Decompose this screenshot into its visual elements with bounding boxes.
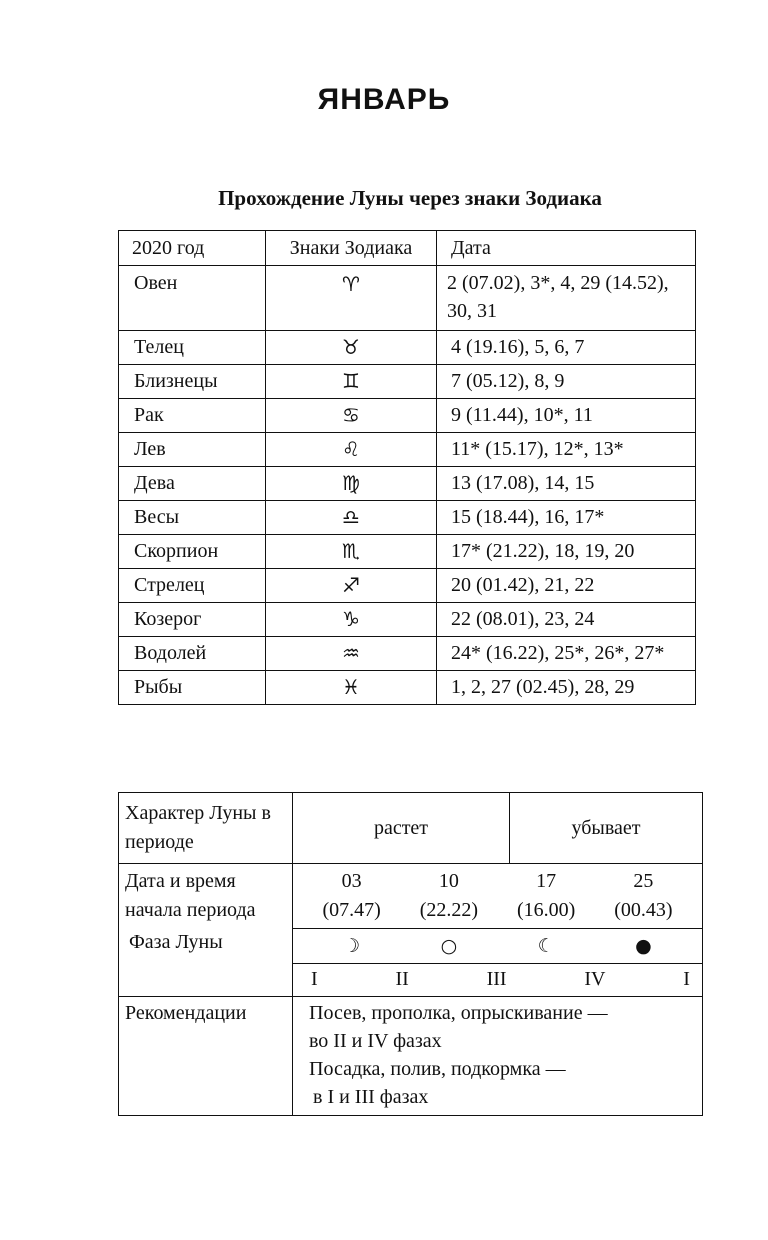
zodiac-row	[119, 535, 696, 569]
cancer-icon: ♋	[342, 403, 360, 427]
period-days	[293, 867, 702, 896]
zodiac-row	[119, 365, 696, 399]
zodiac-table-header-row	[119, 231, 696, 266]
gemini-icon: ♊	[342, 369, 360, 393]
header-date: Дата	[437, 231, 696, 266]
recommendation-line: Посадка, полив, подкормка —	[309, 1057, 566, 1080]
zodiac-table	[118, 230, 696, 705]
phase-numeral: IV	[584, 968, 606, 990]
zodiac-row	[119, 501, 696, 535]
virgo-icon: ♍	[342, 471, 360, 495]
phase-numeral: II	[395, 968, 409, 990]
zodiac-row	[119, 569, 696, 603]
sign-dates: 24* (16.22), 25*, 26*, 27*	[437, 637, 696, 671]
recommendations-row	[119, 996, 703, 1115]
sign-name: Рак	[119, 399, 266, 433]
sign-name: Лев	[119, 433, 266, 467]
scorpio-icon: ♏	[342, 539, 360, 563]
capricorn-icon: ♑	[342, 607, 360, 631]
sagittarius-icon: ♐	[342, 573, 360, 597]
sign-dates: 4 (19.16), 5, 6, 7	[437, 331, 696, 365]
phase-numeral: I	[683, 968, 690, 990]
period-dates-cell	[293, 864, 703, 929]
new-moon-icon: ●	[635, 934, 652, 957]
header-year: 2020 год	[119, 231, 266, 266]
pisces-icon: ♓	[342, 675, 360, 699]
sign-dates: 2 (07.02), 3*, 4, 29 (14.52), 30, 31	[437, 266, 696, 331]
phase-numeral: I	[311, 968, 318, 990]
zodiac-row	[119, 331, 696, 365]
aquarius-icon: ♒	[342, 641, 360, 665]
moon-phase-table	[118, 792, 703, 1116]
period-time: (22.22)	[419, 898, 479, 921]
zodiac-row	[119, 266, 696, 331]
sign-dates: 11* (15.17), 12*, 13*	[437, 433, 696, 467]
zodiac-row	[119, 603, 696, 637]
sign-name: Рыбы	[119, 671, 266, 705]
taurus-icon: ♉	[342, 335, 360, 359]
zodiac-row	[119, 671, 696, 705]
moon-phase-label: Фаза Луны	[119, 928, 293, 996]
zodiac-row	[119, 433, 696, 467]
phase-numeral: III	[486, 968, 507, 990]
moon-phase-row	[119, 928, 703, 963]
recommendation-line: в I и III фазах	[313, 1085, 429, 1108]
recommendations-label: Рекомендации	[119, 996, 293, 1115]
period-day: 25	[633, 869, 654, 892]
period-day: 03	[341, 869, 362, 892]
recommendation-line: Посев, прополка, опрыскивание —	[309, 1001, 608, 1024]
sign-dates: 13 (17.08), 14, 15	[437, 467, 696, 501]
zodiac-row	[119, 467, 696, 501]
full-moon-icon: ○	[440, 934, 458, 957]
sign-dates: 9 (11.44), 10*, 11	[437, 399, 696, 433]
period-time: (00.43)	[614, 898, 673, 921]
period-time: (16.00)	[516, 898, 576, 921]
recommendation-line: во II и IV фазах	[309, 1029, 442, 1052]
sign-name: Козерог	[119, 603, 266, 637]
roman-numerals-cell	[293, 963, 703, 996]
sign-name: Овен	[119, 266, 266, 331]
waxing-label: растет	[293, 793, 510, 864]
period-dates-row	[119, 864, 703, 929]
sign-name: Близнецы	[119, 365, 266, 399]
aries-icon: ♈	[342, 272, 360, 296]
period-day: 10	[438, 869, 459, 892]
waxing-crescent-icon: ☽	[343, 934, 361, 957]
waning-crescent-icon: ☾	[537, 934, 555, 957]
sign-dates: 17* (21.22), 18, 19, 20	[437, 535, 696, 569]
sign-dates: 20 (01.42), 21, 22	[437, 569, 696, 603]
sign-name: Водолей	[119, 637, 266, 671]
period-dates-label: Дата и время начала периода	[119, 864, 293, 929]
header-signs: Знаки Зодиака	[266, 231, 437, 266]
sign-dates: 15 (18.44), 16, 17*	[437, 501, 696, 535]
sign-dates: 7 (05.12), 8, 9	[437, 365, 696, 399]
moon-phase-icons-cell	[293, 928, 703, 963]
zodiac-row	[119, 637, 696, 671]
leo-icon: ♌	[342, 437, 360, 461]
zodiac-row	[119, 399, 696, 433]
period-time: (07.47)	[322, 898, 381, 921]
moon-character-row	[119, 793, 703, 864]
sign-name: Телец	[119, 331, 266, 365]
libra-icon: ♎	[342, 505, 360, 529]
month-title: ЯНВАРЬ	[317, 83, 451, 116]
sign-name: Стрелец	[119, 569, 266, 603]
period-day: 17	[536, 869, 557, 892]
sign-dates: 22 (08.01), 23, 24	[437, 603, 696, 637]
sign-name: Скорпион	[119, 535, 266, 569]
moon-phase-icons	[293, 935, 702, 957]
sign-name: Дева	[119, 467, 266, 501]
waning-label: убывает	[510, 793, 703, 864]
period-times	[293, 896, 702, 925]
recommendations-cell	[293, 996, 703, 1115]
sign-dates: 1, 2, 27 (02.45), 28, 29	[437, 671, 696, 705]
zodiac-table-heading: Прохождение Луны через знаки Зодиака	[218, 186, 602, 210]
sign-name: Весы	[119, 501, 266, 535]
moon-character-label: Характер Луны в периоде	[119, 793, 293, 864]
roman-numerals	[293, 968, 702, 991]
